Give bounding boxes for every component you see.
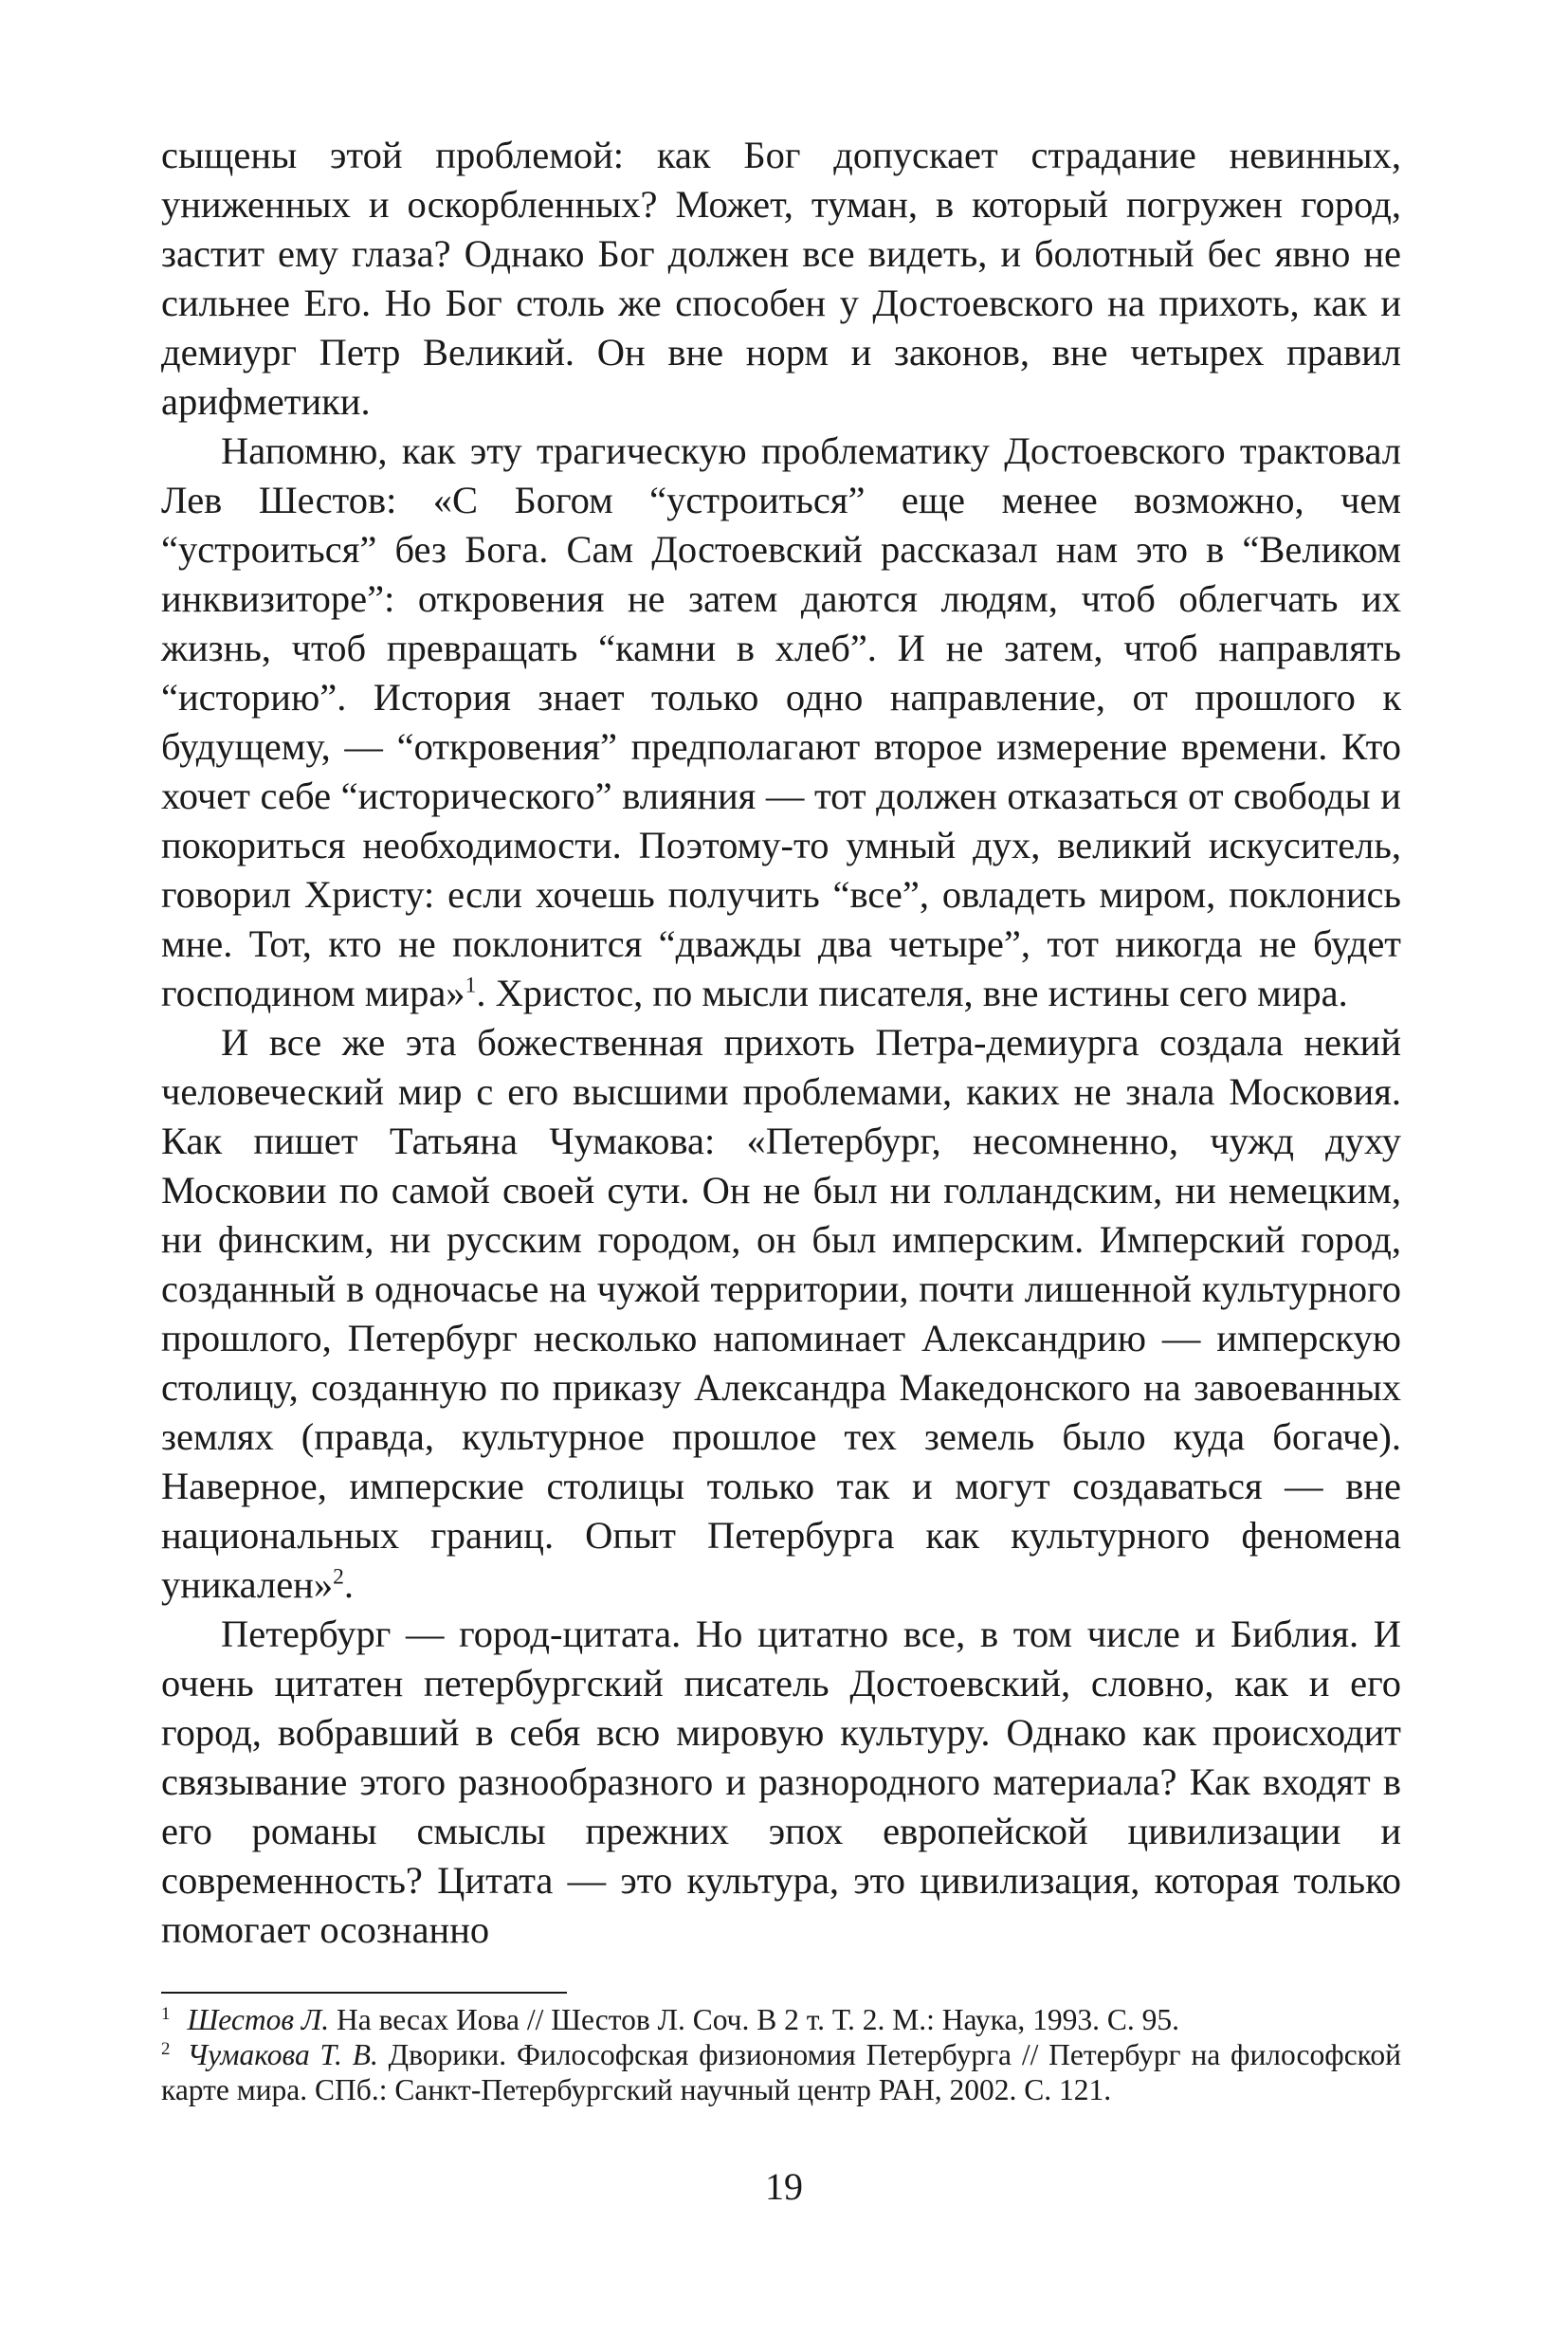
footnote-2 [161, 2037, 1401, 2107]
footnote-text: На весах Иова // Шестов Л. Соч. В 2 т. Т. 2. М.: Наука, 1993. С. 95. [329, 2003, 1180, 2036]
footnote-author: Чумакова Т. В. [187, 2038, 378, 2071]
footnote-text: Дворики. Философская физиономия Петербурга // Петербург на философской карте мира. СПб.: Санкт-Петербургский научный центр РАН, 2002. С. 121. [161, 2038, 1401, 2106]
paragraph-3 [161, 1018, 1401, 1610]
paragraph-1 [161, 131, 1401, 427]
paragraph-text-tail: . [343, 1563, 354, 1606]
main-text [161, 131, 1401, 1955]
footnote-1 [161, 2002, 1401, 2037]
paragraph-text: И все же эта божественная прихоть Петра-демиурга создала некий человеческий мир с его высшими проблемами, каких не знала Московия. Как пишет Татьяна Чумакова: «Петербург, несомненно, чужд духу Московии по самой своей сути. Он не был ни голландским, ни немецким, ни финским, ни русским городом, он был имперским. Имперский город, созданный в одночасье на чужой территории, почти лишенной культурного прошлого, Петербург несколько напоминает Александрию — имперскую столицу, созданную по приказу Александра Македонского на завоеванных землях (правда, культурное прошлое тех земель было куда богаче). Наверное, имперские столицы только так и могут создаваться — вне национальных границ. Опыт Петербурга как культурного феномена уникален» [161, 1021, 1401, 1606]
page-number: 19 [765, 2165, 803, 2208]
paragraph-2 [161, 427, 1401, 1018]
footnote-author: Шестов Л. [187, 2003, 330, 2036]
footnote-mark: 1 [161, 2003, 171, 2024]
footnote-divider [161, 1992, 567, 1994]
paragraph-text: Петербург — город-цитата. Но цитатно все, в том числе и Библия. И очень цитатен петербургский писатель Достоевский, словно, как и его город, вобравший в себя всю мировую культуру. Однако как происходит связывание этого разнообразного и разнородного материала? Как входят в его романы смыслы прежних эпох европейской цивилизации и современность? Цитата — это культура, это цивилизация, которая только помогает осознанно [161, 1613, 1401, 1951]
footnote-mark: 2 [161, 2038, 171, 2059]
paragraph-text: сыщены этой проблемой: как Бог допускает страдание невинных, униженных и оскорбленных? Может, туман, в который погружен город, застит ему глаза? Однако Бог должен все видеть, и болотный бес явно не сильнее Его. Но Бог столь же способен у Достоевского на прихоть, как и демиург Петр Великий. Он вне норм и законов, вне четырех правил арифметики. [161, 134, 1401, 423]
footnote-ref-2: 2 [333, 1564, 344, 1590]
footnote-ref-1: 1 [465, 973, 477, 998]
paragraph-text-tail: . Христос, по мысли писателя, вне истины сего мира. [476, 972, 1348, 1014]
paragraph-text: Напомню, как эту трагическую проблематику Достоевского трактовал Лев Шестов: «С Богом “устроиться” еще менее возможно, чем “устроиться” без Бога. Сам Достоевский рассказал нам это в “Великом инквизиторе”: откровения не затем даются людям, чтоб облегчать их жизнь, чтоб превращать “камни в хлеб”. И не затем, чтоб направлять “историю”. История знает только одно направление, от прошлого к будущему, — “откровения” предполагают второе измерение времени. Кто хочет себе “исторического” влияния — тот должен отказаться от свободы и покориться необходимости. Поэтому-то умный дух, великий искуситель, говорил Христу: если хочешь получить “все”, овладеть миром, поклонись мне. Тот, кто не поклонится “дважды два четыре”, тот никогда не будет господином мира» [161, 429, 1401, 1014]
footnotes [161, 2002, 1401, 2107]
paragraph-4 [161, 1610, 1401, 1955]
